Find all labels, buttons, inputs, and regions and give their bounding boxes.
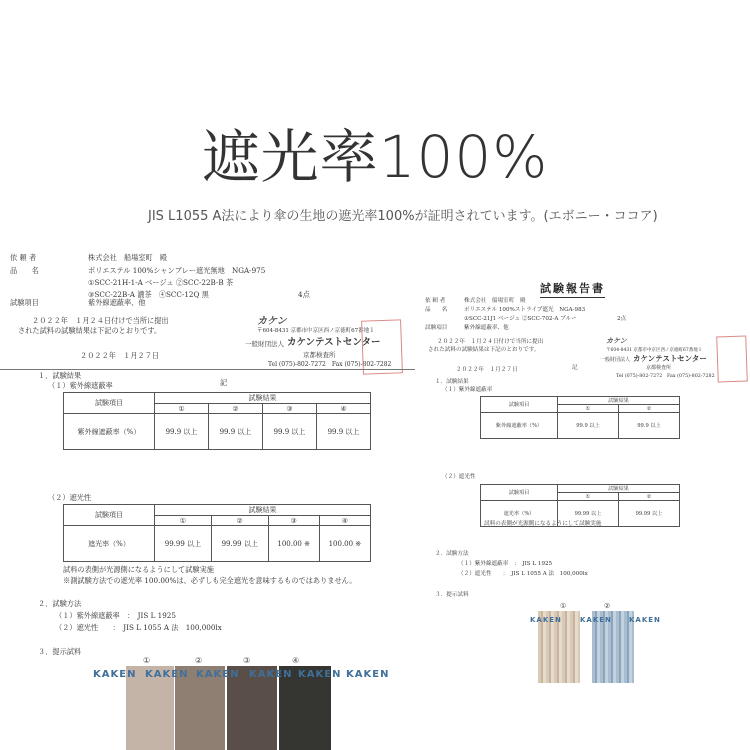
sample-num-2: ② (195, 656, 203, 665)
org-name: カケンテストセンター (287, 337, 381, 348)
r-section-method: ２．試験方法 (435, 551, 469, 557)
method-shade: （２）遮光性 ： JIS L 1055 A 法 100,000lx (55, 623, 222, 632)
section-uv: （１）紫外線遮蔽率 (48, 381, 113, 390)
r-method-shade: （２）遮光性 ： JIS L 1055 A 法 100,000lx (458, 571, 588, 577)
shade-test-item-header: 試験項目 (64, 505, 155, 526)
kaken-label-6: KAKEN (346, 669, 390, 680)
right-test-report (420, 270, 750, 750)
r-shade-col-1: ① (558, 493, 619, 501)
r-kaken-label-3: KAKEN (629, 616, 661, 624)
r-shade-test-result-header: 試験結果 (558, 485, 680, 493)
r-shade-test-item-header: 試験項目 (481, 485, 558, 501)
product-sample-line-2: ③SCC-22B-A 濃茶 ④SCC-12Q 黒 (88, 290, 209, 299)
r-section-uv: （１）紫外線遮蔽率 (442, 387, 493, 393)
r-tel-fax: Tel (075)-802-7272 Fax (075)-802-7282 (616, 374, 715, 379)
sample-num-1: ① (143, 656, 151, 665)
uv-col-1: ① (155, 404, 209, 414)
ki-mark: 記 (220, 378, 228, 387)
kaken-label-2: KAKEN (145, 669, 189, 680)
kaken-logo: カケン (257, 316, 287, 327)
r-sample-num-1: ① (560, 602, 567, 610)
client-label: 依 頼 者 (10, 253, 37, 262)
r-test-item-value: 紫外線遮蔽率、他 (464, 325, 509, 331)
address: 〒604-8431 京都市中京区西ノ京徳町67番地１ (257, 328, 375, 334)
uv-col-3: ③ (263, 404, 317, 414)
section-method: ２．試験方法 (38, 599, 82, 608)
r-client-value: 株式会社 船場室町 殿 (464, 298, 526, 304)
report-date: ２０２２年 １月２７日 (80, 351, 160, 360)
sample-count: 4点 (298, 290, 310, 299)
shade-value-4: 100.00 ※ (319, 526, 370, 562)
r-org-name: カケンテストセンター (633, 354, 707, 363)
sample-num-3: ③ (243, 656, 251, 665)
r-kaken-label-1: KAKEN (530, 616, 562, 624)
section-results: １．試験結果 (38, 371, 82, 380)
r-branch: 京都検査所 (646, 365, 672, 371)
uv-value-3: 99.9 以上 (263, 414, 317, 450)
report-title: 試験報告書 (540, 280, 605, 298)
r-received-1: ２０２２年 １月２４日付けで当所に提出 (437, 339, 544, 345)
client-value: 株式会社 船場室町 殿 (88, 253, 168, 262)
sample-num-4: ④ (292, 656, 300, 665)
r-org-prefix: 一般財団法人 (600, 357, 631, 363)
kaken-label-1: KAKEN (93, 669, 137, 680)
r-shade-col-2: ② (619, 493, 680, 501)
r-shade-value-2: 99.99 以上 (619, 501, 680, 527)
received-line-1: ２０２２年 １月２４日付けで当所に提出 (32, 316, 169, 325)
r-method-uv: （１）紫外線遮蔽率 ： JIS L 1925 (458, 561, 553, 567)
r-received-2: された試料の試験結果は下記のとおりです。 (428, 347, 540, 353)
r-shade-value-1: 99.99 以上 (558, 501, 619, 527)
tel-fax: Tel (075)-802-7272 Fax (075)-802-7282 (268, 361, 392, 368)
org-prefix: 一般財団法人 (245, 340, 284, 348)
kaken-label-5: KAKEN (298, 669, 342, 680)
uv-value-4: 99.9 以上 (317, 414, 371, 450)
r-address: 〒604-8431 京都市中京区西ノ京徳町67番地１ (606, 348, 703, 353)
shade-col-4: ④ (319, 516, 370, 526)
note-disclaimer: ※測試験方法での遮光率 100.00%は、必ずしも完全遮光を意味するものではありません。 (63, 576, 357, 585)
uv-value-1: 99.9 以上 (155, 414, 209, 450)
divider (0, 369, 415, 370)
r-uv-row-label: 紫外線遮蔽率（%） (481, 413, 558, 439)
r-product-value: ポリエステル 100%ストライプ遮光 NGA-983 (464, 307, 586, 313)
note-light-source: 試料の表側が光源側になるようにして試験実施 (63, 565, 214, 574)
received-line-2: された試料の試験結果は下記のとおりです。 (18, 326, 162, 335)
left-test-report (0, 242, 415, 750)
page-subline: JIS L1055 A法により傘の生地の遮光率100%が証明されています。(エボニー・ココア) (148, 209, 658, 224)
uv-value-2: 99.9 以上 (209, 414, 263, 450)
uv-col-4: ④ (317, 404, 371, 414)
shade-value-1: 99.99 以上 (155, 526, 212, 562)
uv-test-result-header: 試験結果 (155, 393, 371, 404)
r-client-label: 依 頼 者 (425, 298, 446, 304)
r-uv-value-1: 99.9 以上 (558, 413, 619, 439)
r-section-results: １．試験結果 (435, 379, 469, 385)
r-uv-col-2: ② (619, 405, 680, 413)
section-shade: （２）遮光性 (48, 493, 92, 502)
r-shade-row-label: 遮光率（%） (481, 501, 558, 527)
r-uv-test-result-header: 試験結果 (558, 397, 680, 405)
shade-value-2: 99.99 以上 (211, 526, 268, 562)
r-report-date: ２０２２年 １月２７日 (456, 367, 518, 373)
kaken-label-3: KAKEN (196, 669, 240, 680)
product-sample-line-1: ①SCC-21H-1-A ベージュ ②SCC-22B-B 茶 (88, 278, 234, 287)
r-section-shade: （２）遮光性 (442, 474, 476, 480)
shade-row-label: 遮光率（%） (64, 526, 155, 562)
shade-col-3: ③ (268, 516, 319, 526)
method-uv: （１）紫外線遮蔽率 ： JIS L 1925 (55, 611, 176, 620)
r-official-seal (716, 335, 748, 382)
uv-result-table (63, 392, 371, 450)
uv-col-2: ② (209, 404, 263, 414)
test-item-value: 紫外線遮蔽率、他 (88, 298, 146, 307)
r-sample-num-2: ② (604, 602, 611, 610)
shade-col-1: ① (155, 516, 212, 526)
r-uv-col-1: ① (558, 405, 619, 413)
test-item-label: 試験項目 (10, 298, 39, 307)
r-product-label: 品 名 (425, 307, 448, 313)
shade-result-table (63, 504, 371, 562)
r-kaken-label-2: KAKEN (580, 616, 612, 624)
uv-test-item-header: 試験項目 (64, 393, 155, 414)
shade-value-3: 100.00 ※ (268, 526, 319, 562)
product-value: ポリエステル 100%シャンブレー遮光無地 NGA-975 (88, 266, 266, 275)
section-samples: ３．提示試料 (38, 647, 82, 656)
page-headline: 遮光率100% (201, 123, 549, 191)
r-uv-test-item-header: 試験項目 (481, 397, 558, 413)
product-label: 品 名 (10, 266, 39, 275)
shade-test-result-header: 試験結果 (155, 505, 371, 516)
shade-col-2: ② (211, 516, 268, 526)
r-product-samples: ①SCC-21J1 ベージュ ②SCC-702-A ブルー (464, 316, 577, 322)
branch: 京都検査所 (303, 351, 336, 359)
official-seal (361, 319, 403, 374)
r-uv-result-table (480, 396, 680, 439)
uv-row-label: 紫外線遮蔽率（%） (64, 414, 155, 450)
r-ki-mark: 記 (572, 365, 578, 371)
kaken-label-4: KAKEN (249, 669, 293, 680)
r-uv-value-2: 99.9 以上 (619, 413, 680, 439)
r-section-samples: ３．提示試料 (435, 592, 469, 598)
r-note-light-source: 試料の表側が光源側になるようにして試験実施 (484, 521, 602, 527)
r-kaken-logo: カケン (606, 337, 627, 345)
r-test-item-label: 試験項目 (425, 325, 448, 331)
r-sample-count: 2点 (617, 316, 627, 322)
